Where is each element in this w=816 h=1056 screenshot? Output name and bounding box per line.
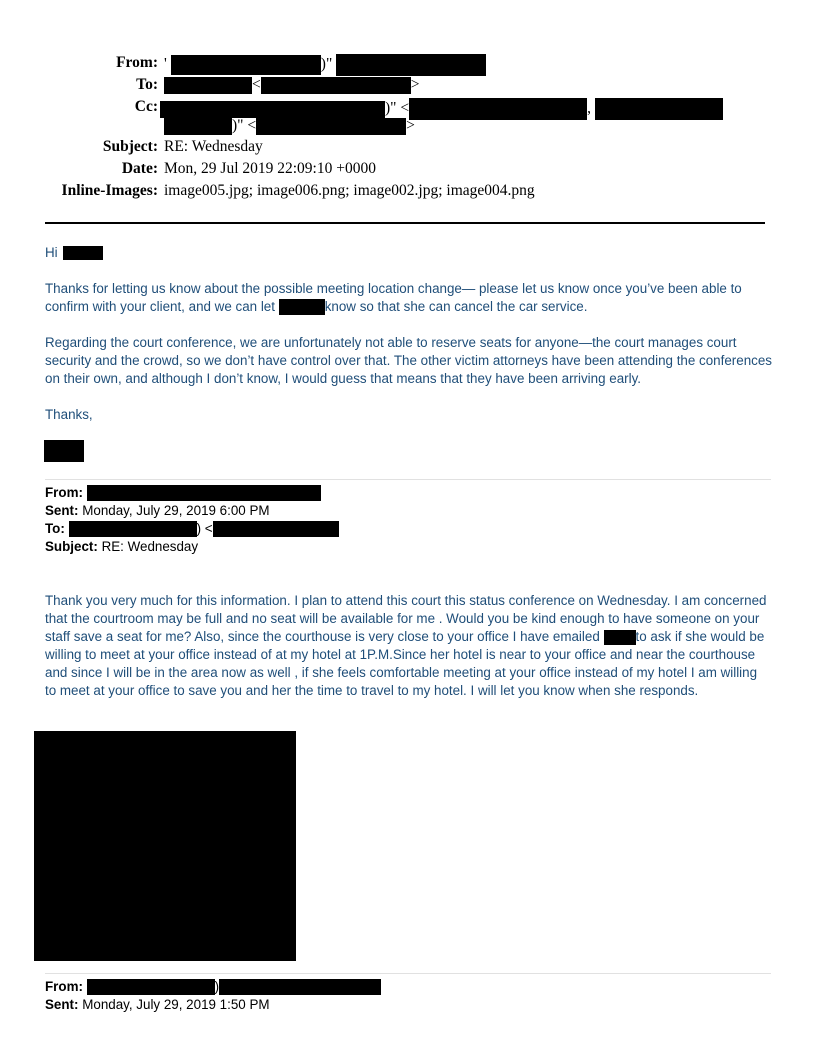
fwd1-from-line: From: [45, 484, 321, 502]
from-label: From: [116, 54, 158, 71]
redaction [87, 485, 321, 501]
redaction [409, 98, 587, 120]
redaction [336, 54, 486, 76]
redaction [261, 77, 411, 94]
date-value: Mon, 29 Jul 2019 22:09:10 +0000 [164, 160, 376, 177]
image-redaction [34, 731, 296, 961]
redaction [164, 77, 252, 94]
header-divider [45, 222, 765, 224]
inline-images-label: Inline-Images: [61, 182, 158, 199]
redaction [69, 521, 197, 537]
subject-label: Subject: [102, 138, 158, 155]
redaction [164, 117, 232, 135]
fwd1-subject-line: Subject: RE: Wednesday [45, 539, 199, 554]
reply-closing: Thanks, [45, 407, 93, 422]
fwd1-sent-line: Sent: Monday, July 29, 2019 6:00 PM [45, 503, 270, 518]
redaction [213, 521, 339, 537]
forward-divider-1 [45, 479, 771, 480]
redaction [63, 246, 103, 260]
reply-paragraph-2: Regarding the court conference, we are unfortunately not able to reserve seats for anyone—the court manages court security and the crowd, so we don’t have control over that. The other victim attorneys have been attending the conferences on their own, and although I don’t know, I would guess that means that they have been arriving early. [45, 335, 772, 386]
fwd2-sent-line: Sent: Monday, July 29, 2019 1:50 PM [45, 997, 270, 1012]
redaction [604, 630, 636, 645]
date-label: Date: [121, 160, 158, 177]
fwd1-body: Thank you very much for this information. I plan to attend this court this status conference on Wednesday. I am concerned that the courtroom may be full and no seat will be available for me . Would you be kind enough to have someone on your staff save a seat for me? Also, since the courthouse is very close to your office I have emailed to ask if she would be willing to meet at your office instead of at my hotel at 1P.M.Since her hotel is near to your office and near the courthouse and since I will be in the area now as well , if she feels comfortable meeting at your office instead of my hotel I am willing to meet at your office to save you and her the time to travel to my hotel. I will let you know when she responds. [45, 593, 767, 698]
reply-paragraph-1: Thanks for letting us know about the possible meeting location change— please let us know once you’ve been able to confirm with your client, and we can let know so that she can cancel the car service. [45, 281, 742, 314]
cc-value-line2: )" < > [164, 117, 415, 135]
inline-images-value: image005.jpg; image006.png; image002.jpg; image004.png [164, 182, 535, 199]
redaction [160, 101, 385, 118]
to-value: < > [164, 76, 420, 94]
from-value: ' )" [164, 54, 486, 76]
subject-value: RE: Wednesday [164, 138, 263, 155]
cc-value-line1: )" < , [160, 98, 723, 120]
signature-redaction [44, 440, 84, 462]
redaction [279, 299, 325, 315]
redaction [595, 98, 723, 120]
fwd2-from-line: From: ) [45, 978, 381, 996]
forward-divider-2 [45, 973, 771, 974]
redaction [219, 979, 381, 995]
redaction [171, 55, 321, 75]
redaction [256, 118, 406, 135]
fwd1-to-line: To: ) < [45, 520, 339, 538]
cc-label: Cc: [134, 98, 158, 115]
to-label: To: [136, 76, 158, 93]
redaction [87, 979, 215, 995]
greeting-line: Hi [45, 244, 775, 262]
